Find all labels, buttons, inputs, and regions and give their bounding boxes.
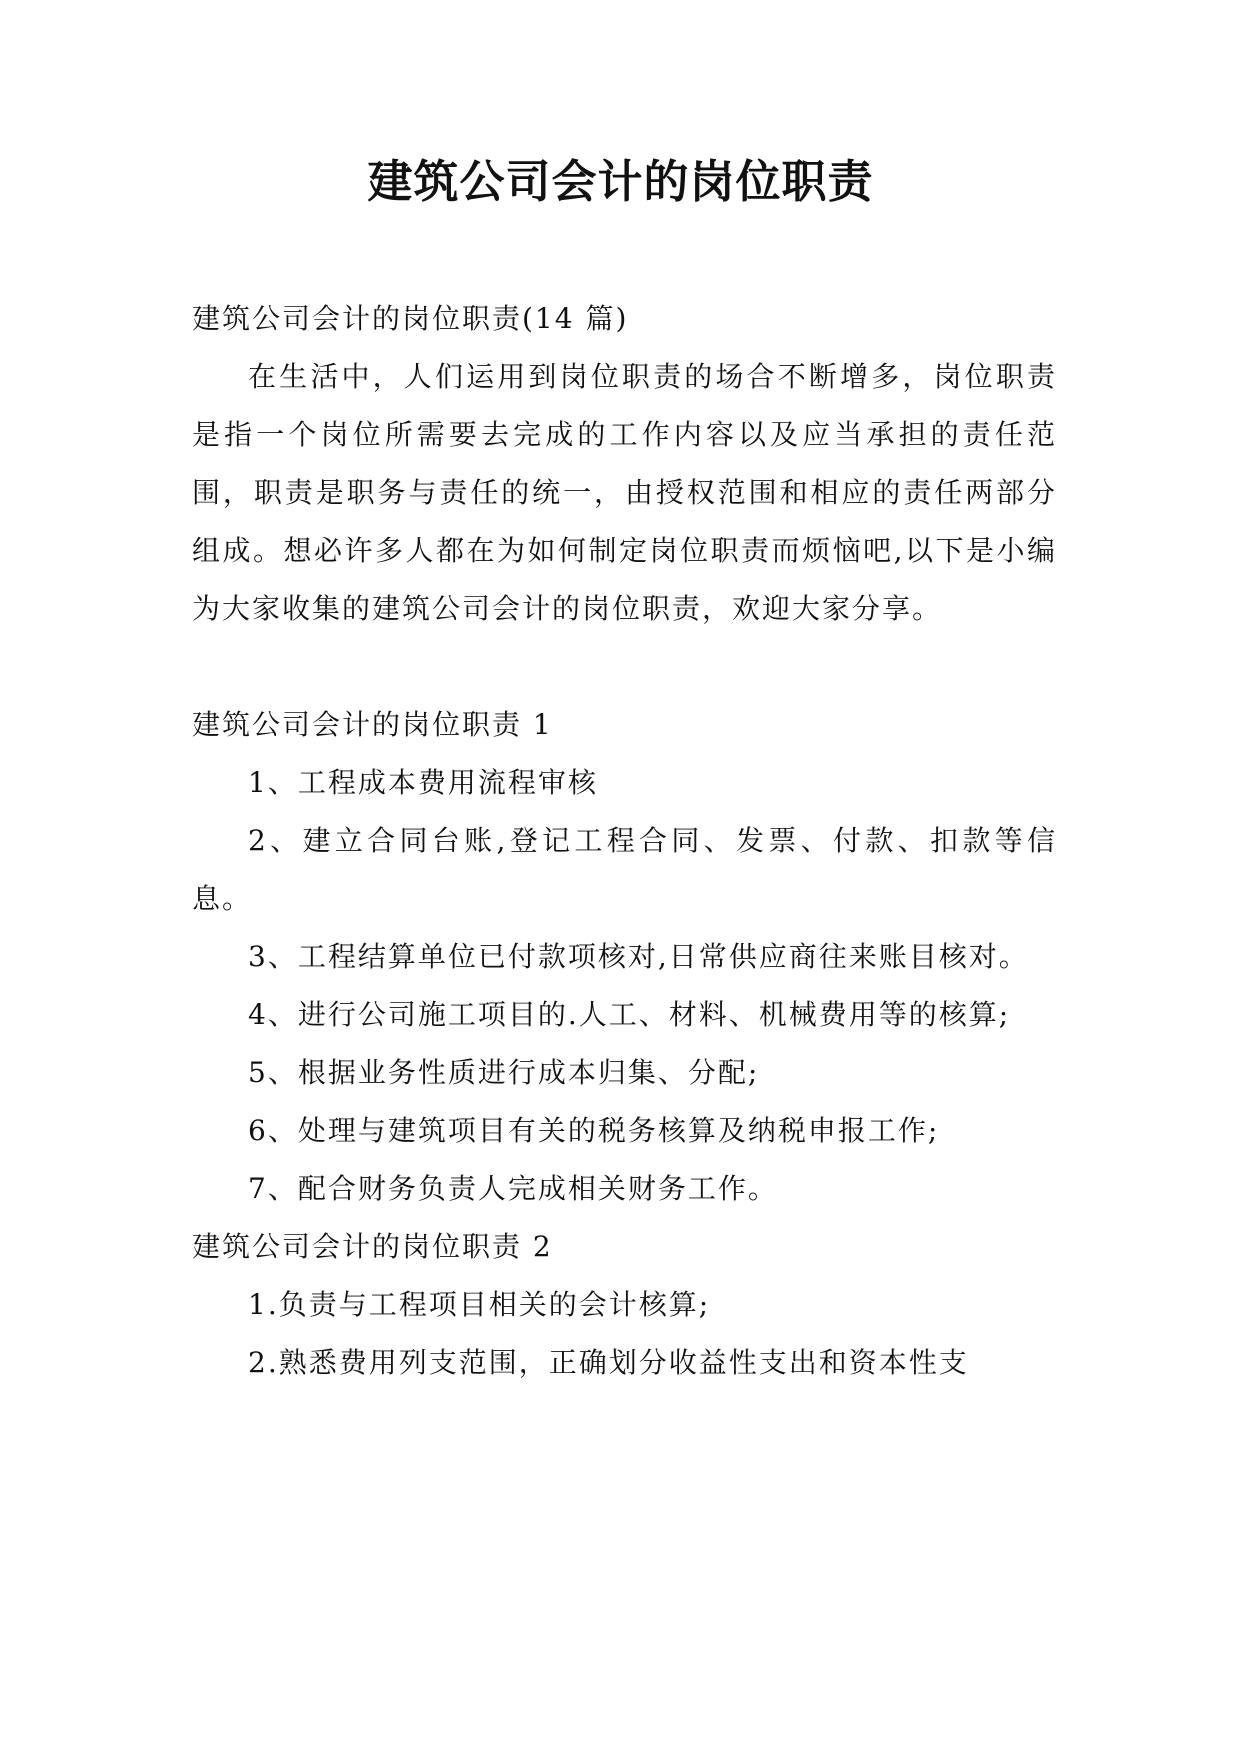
section-1-item: 5、根据业务性质进行成本归集、分配; bbox=[248, 1056, 760, 1089]
paragraph-spacer bbox=[192, 638, 1057, 696]
intro-paragraph: 在生活中，人们运用到岗位职责的场合不断增多，岗位职责是指一个岗位所需要去完成的工作内容以及应当承担的责任范围，职责是职务与责任的统一，由授权范围和相应的责任两部分组成。想必许多人都在为如何制定岗位职责而烦恼吧,以下是小编为大家收集的建筑公司会计的岗位职责，欢迎大家分享。 bbox=[192, 360, 1057, 625]
document-title: 建筑公司会计的岗位职责 bbox=[367, 155, 874, 208]
section-2-item: 1.负责与工程项目相关的会计核算; bbox=[248, 1288, 711, 1321]
section-1-item: 2、建立合同台账,登记工程合同、发票、付款、扣款等信息。 bbox=[192, 824, 1057, 915]
section-2-item: 2.熟悉费用列支范围，正确划分收益性支出和资本性支 bbox=[248, 1346, 969, 1379]
section-1-item: 1、工程成本费用流程审核 bbox=[248, 766, 598, 799]
section-heading-1: 建筑公司会计的岗位职责 1 bbox=[192, 708, 553, 741]
section-heading-2: 建筑公司会计的岗位职责 2 bbox=[192, 1230, 553, 1263]
document-body bbox=[192, 290, 1057, 1392]
section-1-item: 6、处理与建筑项目有关的税务核算及纳税申报工作; bbox=[248, 1114, 940, 1147]
section-1-item: 3、工程结算单位已付款项核对,日常供应商往来账目核对。 bbox=[248, 940, 1029, 973]
section-1-item: 4、进行公司施工项目的.人工、材料、机械费用等的核算; bbox=[248, 998, 1011, 1031]
section-1-item: 7、配合财务负责人完成相关财务工作。 bbox=[248, 1172, 778, 1205]
document-subtitle: 建筑公司会计的岗位职责(14 篇) bbox=[192, 302, 629, 335]
